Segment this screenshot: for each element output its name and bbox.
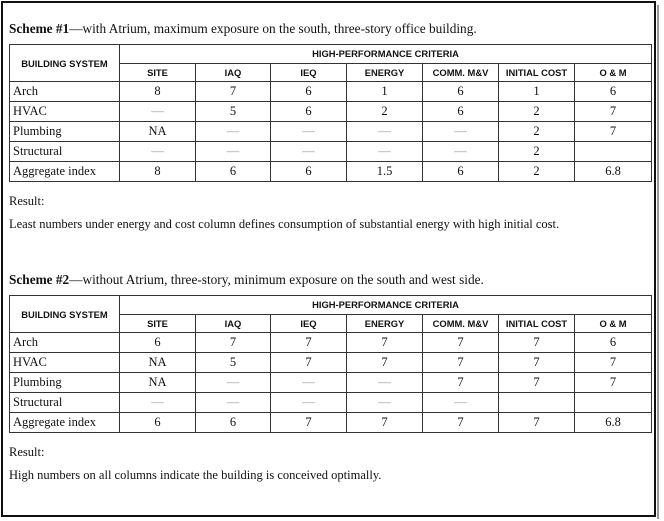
- table-cell: 7: [196, 333, 271, 353]
- table-cell: 7: [499, 333, 575, 353]
- table-row: [10, 162, 652, 182]
- row-label: Structural: [10, 393, 120, 413]
- table-row: [10, 142, 652, 162]
- column-header-criterion: IAQ: [196, 314, 271, 333]
- table-cell: NA: [120, 122, 196, 142]
- table-cell: 6: [196, 413, 271, 433]
- table-cell: —: [271, 122, 347, 142]
- table-cell: 5: [196, 353, 271, 373]
- table-cell: 7: [347, 413, 423, 433]
- table-cell: 7: [423, 333, 499, 353]
- row-label: HVAC: [10, 353, 120, 373]
- column-header-criterion: O & M: [575, 314, 652, 333]
- scheme-title-bold: Scheme #1: [9, 21, 70, 36]
- table-cell: [575, 393, 652, 413]
- table-cell: —: [271, 373, 347, 393]
- table-cell: 7: [575, 353, 652, 373]
- scheme-1: [9, 20, 651, 233]
- table-cell: 7: [423, 353, 499, 373]
- column-header-building-system: BUILDING SYSTEM: [10, 296, 120, 333]
- row-label: Arch: [10, 82, 120, 102]
- table-row: [10, 373, 652, 393]
- scheme-2: [9, 271, 651, 484]
- row-label: Arch: [10, 333, 120, 353]
- table-cell: 2: [499, 162, 575, 182]
- row-label: Structural: [10, 142, 120, 162]
- column-header-criterion: COMM. M&V: [423, 63, 499, 82]
- table-cell: —: [347, 393, 423, 413]
- table-cell: 6: [423, 102, 499, 122]
- table-cell: 2: [347, 102, 423, 122]
- table-cell: 1: [499, 82, 575, 102]
- table-cell: —: [423, 393, 499, 413]
- result-text: High numbers on all columns indicate the building is conceived optimally.: [9, 468, 382, 482]
- table-cell: 6.8: [575, 413, 652, 433]
- criteria-table: [9, 44, 652, 182]
- table-cell: —: [120, 102, 196, 122]
- table-cell: —: [271, 393, 347, 413]
- table-cell: 6: [196, 162, 271, 182]
- column-header-building-system: BUILDING SYSTEM: [10, 45, 120, 82]
- result-text: Least numbers under energy and cost column defines consumption of substantial energy with high initial cost.: [9, 217, 560, 231]
- result-section: [9, 192, 651, 233]
- table-cell: 6: [120, 333, 196, 353]
- criteria-table: [9, 295, 652, 433]
- column-header-criterion: INITIAL COST: [499, 63, 575, 82]
- table-cell: 5: [196, 102, 271, 122]
- table-cell: 2: [499, 122, 575, 142]
- table-row: [10, 122, 652, 142]
- table-row: [10, 353, 652, 373]
- table-cell: 7: [575, 373, 652, 393]
- table-cell: 7: [499, 353, 575, 373]
- column-header-criterion: IEQ: [271, 314, 347, 333]
- table-cell: 7: [347, 333, 423, 353]
- column-header-criterion: SITE: [120, 63, 196, 82]
- column-header-criterion: ENERGY: [347, 314, 423, 333]
- row-label: Aggregate index: [10, 413, 120, 433]
- table-cell: —: [120, 142, 196, 162]
- row-label: Plumbing: [10, 373, 120, 393]
- row-label: Aggregate index: [10, 162, 120, 182]
- table-row: [10, 413, 652, 433]
- table-cell: —: [120, 393, 196, 413]
- table-cell: NA: [120, 373, 196, 393]
- table-cell: NA: [120, 353, 196, 373]
- scheme-title: [9, 271, 651, 289]
- table-cell: 6: [423, 82, 499, 102]
- table-cell: 1: [347, 82, 423, 102]
- table-cell: 7: [499, 373, 575, 393]
- table-cell: [575, 142, 652, 162]
- scheme-title-text: —with Atrium, maximum exposure on the south, three-story office building.: [69, 21, 477, 36]
- column-group-header: HIGH-PERFORMANCE CRITERIA: [120, 296, 652, 315]
- column-header-criterion: O & M: [575, 63, 652, 82]
- table-cell: —: [196, 122, 271, 142]
- table-row: [10, 393, 652, 413]
- table-cell: —: [347, 122, 423, 142]
- scheme-title: [9, 20, 651, 38]
- result-label: Result:: [9, 445, 45, 459]
- table-cell: 7: [271, 353, 347, 373]
- table-cell: —: [423, 142, 499, 162]
- table-cell: 7: [423, 373, 499, 393]
- table-cell: —: [271, 142, 347, 162]
- table-cell: 7: [347, 353, 423, 373]
- table-row: [10, 333, 652, 353]
- table-cell: 6: [271, 162, 347, 182]
- column-header-criterion: IEQ: [271, 63, 347, 82]
- table-cell: 6: [575, 333, 652, 353]
- table-cell: —: [423, 122, 499, 142]
- column-header-criterion: ENERGY: [347, 63, 423, 82]
- table-cell: —: [347, 373, 423, 393]
- table-cell: 6: [120, 413, 196, 433]
- table-row: [10, 102, 652, 122]
- table-cell: [499, 393, 575, 413]
- row-label: HVAC: [10, 102, 120, 122]
- table-cell: —: [196, 142, 271, 162]
- table-cell: 8: [120, 82, 196, 102]
- table-cell: 7: [575, 102, 652, 122]
- column-header-criterion: IAQ: [196, 63, 271, 82]
- table-row: [10, 82, 652, 102]
- table-cell: 7: [271, 333, 347, 353]
- row-label: Plumbing: [10, 122, 120, 142]
- table-cell: 7: [423, 413, 499, 433]
- table-cell: 1.5: [347, 162, 423, 182]
- table-cell: 2: [499, 102, 575, 122]
- table-cell: —: [196, 393, 271, 413]
- column-header-criterion: COMM. M&V: [423, 314, 499, 333]
- table-cell: 7: [575, 122, 652, 142]
- table-cell: 7: [499, 413, 575, 433]
- table-cell: —: [196, 373, 271, 393]
- table-cell: 7: [196, 82, 271, 102]
- scheme-title-text: —without Atrium, three-story, minimum exposure on the south and west side.: [69, 272, 484, 287]
- result-section: [9, 443, 651, 484]
- table-cell: —: [347, 142, 423, 162]
- column-group-header: HIGH-PERFORMANCE CRITERIA: [120, 45, 652, 64]
- table-cell: 6: [423, 162, 499, 182]
- table-cell: 7: [271, 413, 347, 433]
- column-header-criterion: SITE: [120, 314, 196, 333]
- table-cell: 2: [499, 142, 575, 162]
- table-cell: 6: [271, 102, 347, 122]
- scheme-title-bold: Scheme #2: [9, 272, 70, 287]
- table-cell: 8: [120, 162, 196, 182]
- table-cell: 6: [271, 82, 347, 102]
- column-header-criterion: INITIAL COST: [499, 314, 575, 333]
- table-cell: 6: [575, 82, 652, 102]
- table-cell: 6.8: [575, 162, 652, 182]
- result-label: Result:: [9, 194, 45, 208]
